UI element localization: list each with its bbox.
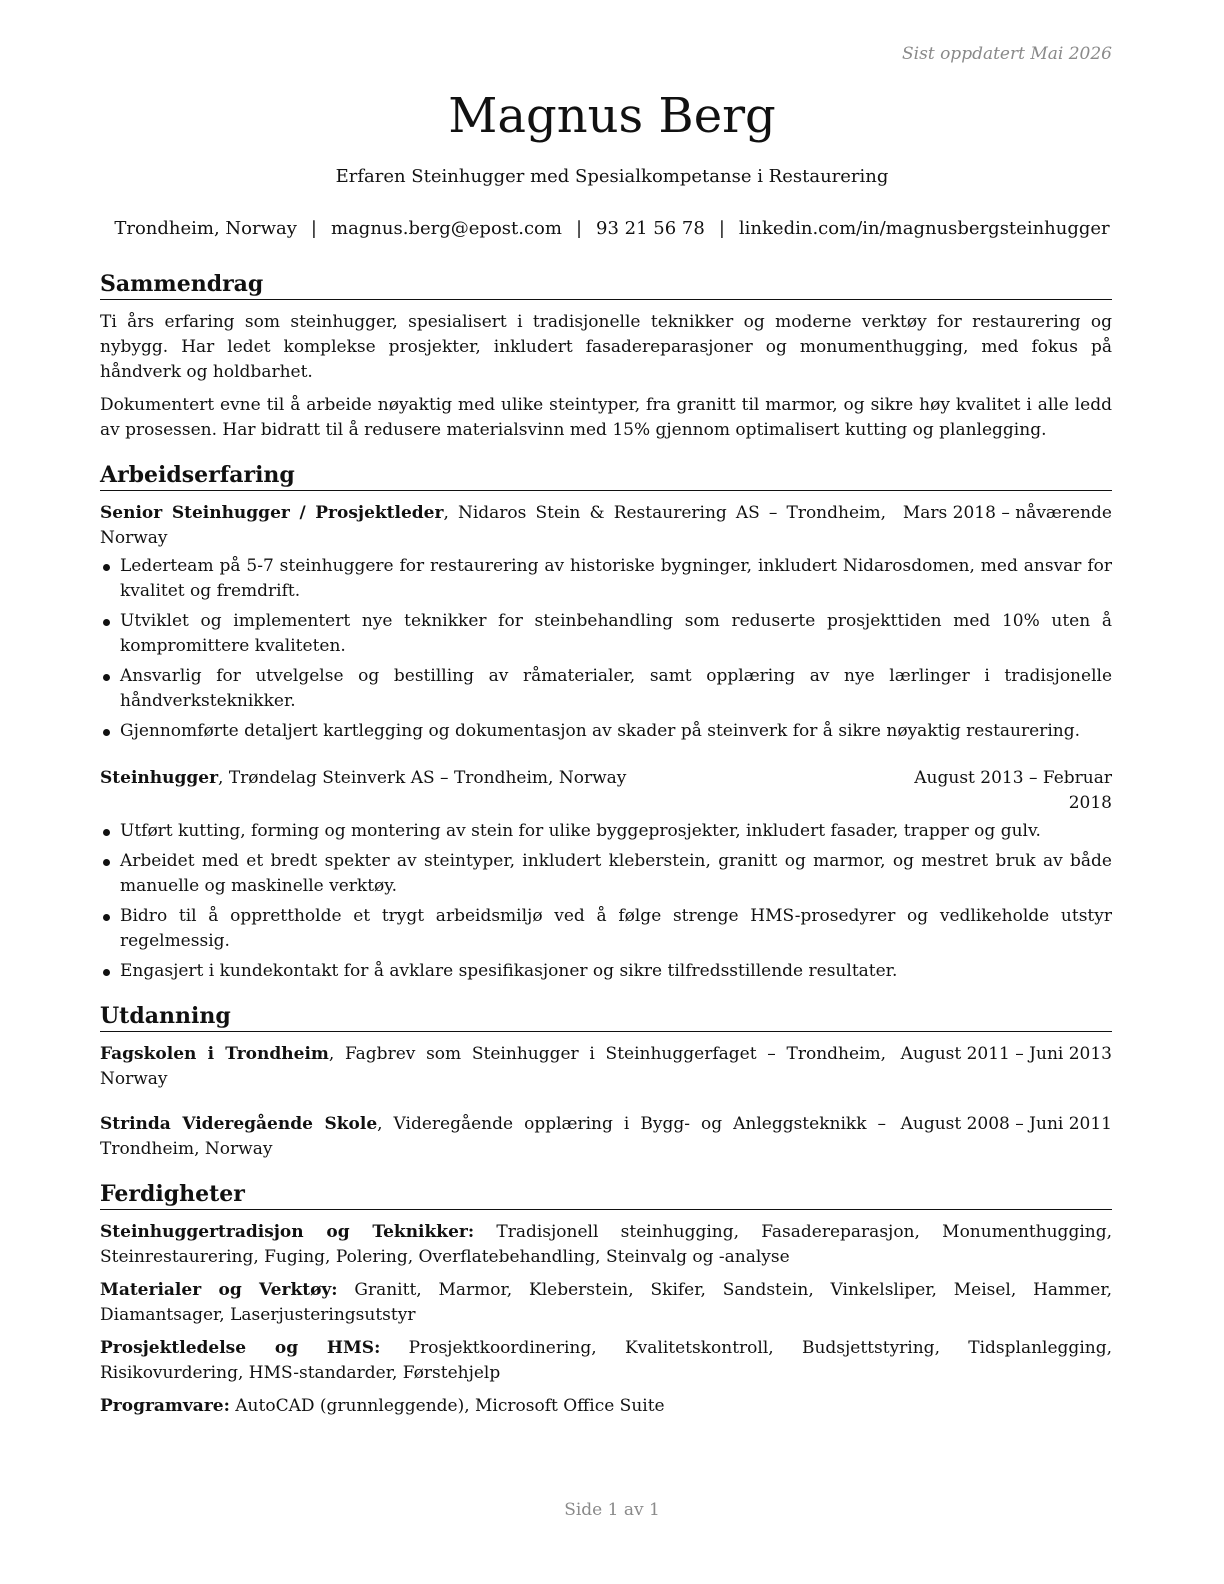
skill-value: AutoCAD (grunnleggende), Microsoft Office Suite xyxy=(229,1396,665,1416)
professional-title: Erfaren Steinhugger med Spesialkompetanse i Restaurering xyxy=(335,166,889,187)
contact-location: Trondheim, Norway xyxy=(114,218,297,239)
skill-line xyxy=(100,1278,1112,1328)
person-name: Magnus Berg xyxy=(448,88,776,144)
skill-line xyxy=(100,1336,1112,1386)
contact-separator: | xyxy=(575,218,583,239)
experience-section xyxy=(100,461,1112,984)
skills-section xyxy=(100,1180,1112,1419)
bullet-item: Engasjert i kundekontakt for å avklare spesifikasjoner og sikre tilfredsstillende resultater. xyxy=(100,959,1112,984)
bullet-item: Lederteam på 5-7 steinhuggere for restaurering av historiske bygninger, inkludert Nidarosdomen, med ansvar for kvalitet og fremdrift. xyxy=(100,554,1112,604)
skill-value: Granitt, Marmor, Kleberstein, Skifer, Sandstein, Vinkelsliper, Meisel, Hammer, Diamantsager, Laserjusteringsutstyr xyxy=(100,1280,1112,1325)
skill-label: Materialer og Verktøy: xyxy=(100,1280,338,1300)
skill-label: Prosjektledelse og HMS: xyxy=(100,1338,381,1358)
bullet-item: Ansvarlig for utvelgelse og bestilling av råmaterialer, samt opplæring av nye lærlinger i tradisjonelle håndverksteknikker. xyxy=(100,664,1112,714)
job-bullets xyxy=(100,819,1112,984)
job-entry xyxy=(100,766,1112,984)
education-entry xyxy=(100,1042,1112,1092)
education-dates: August 2008 – Juni 2011 xyxy=(900,1114,1112,1134)
job-employer: , Nidaros Stein & Restaurering AS – Trondheim, Norway xyxy=(100,503,886,548)
skill-line xyxy=(100,1394,1112,1419)
contact-separator: | xyxy=(310,218,317,239)
education-title-line xyxy=(100,1112,886,1162)
page-footer: Side 1 av 1 xyxy=(564,1500,660,1520)
skill-value: Tradisjonell steinhugging, Fasadereparasjon, Monumenthugging, Steinrestaurering, Fuging, Polering, Overflatebehandling, Steinvalg og -analyse xyxy=(100,1222,1112,1267)
bullet-item: Gjennomførte detaljert kartlegging og dokumentasjon av skader på steinverk for å sikre nøyaktig restaurering. xyxy=(100,719,1112,744)
job-title-line xyxy=(100,766,886,791)
education-details: , Videregående opplæring i Bygg- og Anleggsteknikk – Trondheim, Norway xyxy=(100,1114,887,1159)
bullet-item: Arbeidet med et bredt spekter av steintyper, inkludert kleberstein, granitt og marmor, og mestret bruk av både manuelle og maskinelle verktøy. xyxy=(100,849,1112,899)
job-title: Senior Steinhugger / Prosjektleder xyxy=(100,503,444,523)
summary-section xyxy=(100,270,1112,443)
job-header xyxy=(100,766,1112,816)
resume-content xyxy=(100,270,1112,1437)
education-details: , Fagbrev som Steinhugger i Steinhuggerfaget – Trondheim, Norway xyxy=(100,1044,886,1089)
contact-line xyxy=(0,218,1224,239)
job-bullets xyxy=(100,554,1112,744)
last-updated: Sist oppdatert Mai 2026 xyxy=(902,44,1112,64)
education-school: Fagskolen i Trondheim xyxy=(100,1044,329,1064)
section-heading-experience: Arbeidserfaring xyxy=(100,461,1112,491)
job-title: Steinhugger xyxy=(100,768,219,788)
education-dates: August 2011 – Juni 2013 xyxy=(900,1044,1112,1064)
job-employer: , Trøndelag Steinverk AS – Trondheim, Norway xyxy=(218,768,627,788)
bullet-item: Utviklet og implementert nye teknikker for steinbehandling som reduserte prosjekttiden med 10% uten å kompromittere kvaliteten. xyxy=(100,609,1112,659)
bullet-item: Utført kutting, forming og montering av stein for ulike byggeprosjekter, inkludert fasader, trapper og gulv. xyxy=(100,819,1112,844)
job-dates: Mars 2018 – nåværende xyxy=(902,503,1112,523)
skill-line xyxy=(100,1220,1112,1270)
contact-email[interactable]: magnus.berg@epost.com xyxy=(331,218,562,239)
job-dates: August 2013 – Februar 2018 xyxy=(914,768,1112,813)
skill-label: Steinhuggertradisjon og Teknikker: xyxy=(100,1222,475,1242)
job-entry xyxy=(100,501,1112,744)
section-heading-education: Utdanning xyxy=(100,1002,1112,1032)
section-heading-summary: Sammendrag xyxy=(100,270,1112,300)
education-title-line xyxy=(100,1042,886,1092)
summary-paragraph: Ti års erfaring som steinhugger, spesialisert i tradisjonelle teknikker og moderne verktøy for restaurering og nybygg. Har ledet komplekse prosjekter, inkludert fasadereparasjoner og monumenthugging, med fokus på håndverk og holdbarhet. xyxy=(100,312,1112,382)
summary-paragraph: Dokumentert evne til å arbeide nøyaktig med ulike steintyper, fra granitt til marmor, og sikre høy kvalitet i alle ledd av prosessen. Har bidratt til å redusere materialsvinn med 15% gjennom optimalisert kutting og planlegging. xyxy=(100,395,1112,440)
contact-separator: | xyxy=(718,218,725,239)
bullet-item: Bidro til å opprettholde et trygt arbeidsmiljø ved å følge strenge HMS-prosedyrer og vedlikeholde utstyr regelmessig. xyxy=(100,904,1112,954)
contact-phone[interactable]: 93 21 56 78 xyxy=(596,218,705,239)
job-title-line xyxy=(100,501,886,551)
skill-value: Prosjektkoordinering, Kvalitetskontroll, Budsjettstyring, Tidsplanlegging, Risikovurdering, HMS-standarder, Førstehjelp xyxy=(100,1338,1112,1383)
job-header xyxy=(100,501,1112,551)
education-entry xyxy=(100,1112,1112,1162)
section-heading-skills: Ferdigheter xyxy=(100,1180,1112,1210)
skill-label: Programvare: xyxy=(100,1396,230,1416)
contact-linkedin[interactable]: linkedin.com/in/magnusbergsteinhugger xyxy=(738,218,1110,239)
education-school: Strinda Videregående Skole xyxy=(100,1114,378,1134)
education-section xyxy=(100,1002,1112,1162)
